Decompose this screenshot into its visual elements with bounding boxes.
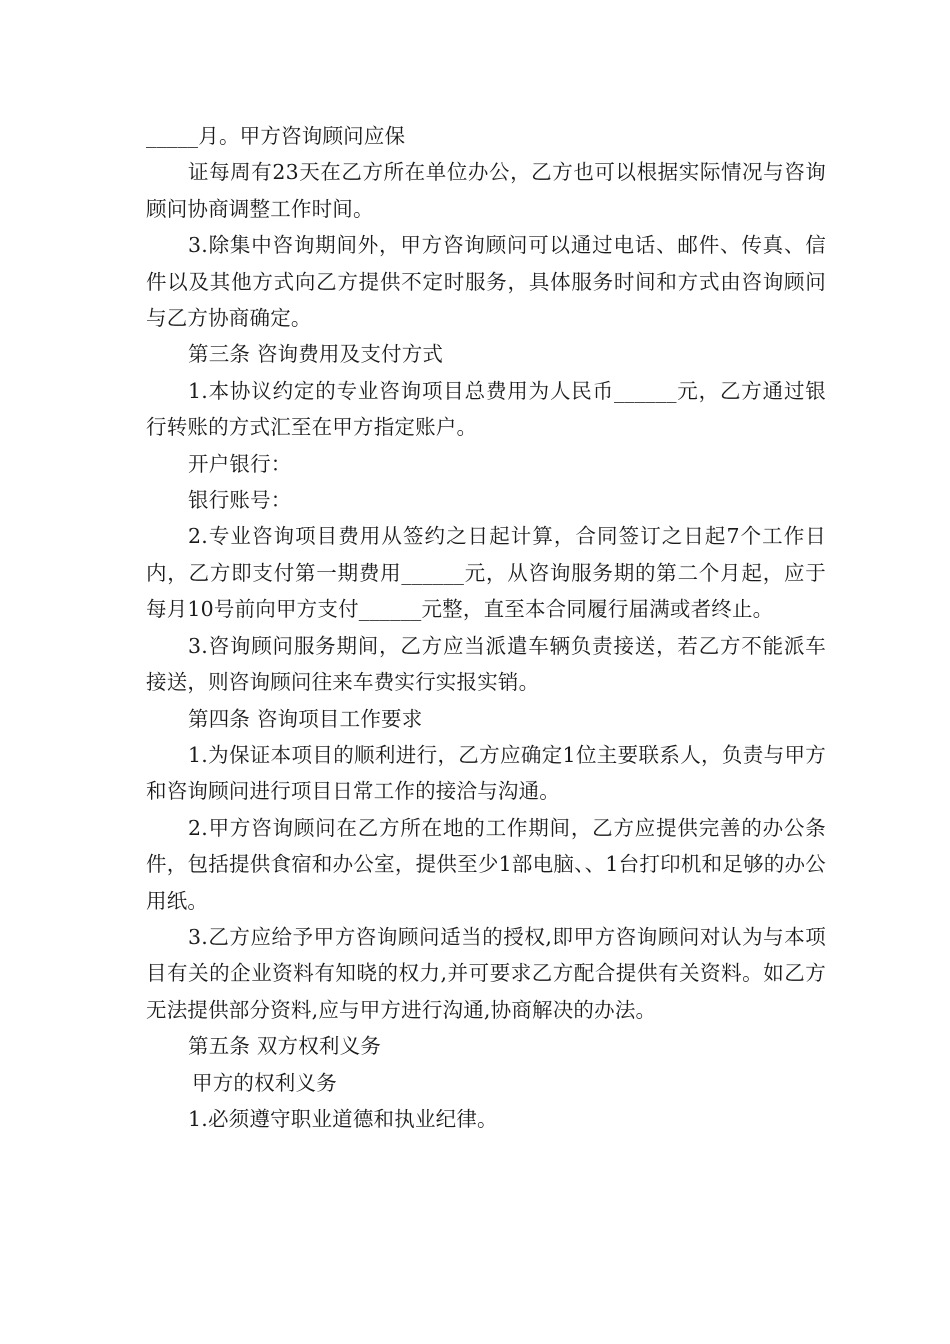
paragraph-ethics: 1.必须遵守职业道德和执业纪律。 [188,1106,498,1131]
paragraph-office-conditions: 2.甲方咨询顾问在乙方所在地的工作期间，乙方应提供完善的办公条件，包括提供食宿和办公室，提供至少1部电脑、、1台打印机和足够的办公用纸。 [146,815,826,913]
article-4-heading: 第四条 咨询项目工作要求 [188,706,423,731]
article-5-heading: 第五条 双方权利义务 [188,1034,382,1059]
paragraph-remote-service: 3.除集中咨询期间外，甲方咨询顾问可以通过电话、邮件、传真、信件以及其他方式向乙方提供不定时服务，具体服务时间和方式由咨询顾问与乙方协商确定。 [146,233,826,331]
paragraph-bank-name: 开户银行： [188,451,292,476]
paragraph-authorization: 3.乙方应给予甲方咨询顾问适当的授权,即甲方咨询顾问对认为与本项目有关的企业资料有知晓的权力,并可要求乙方配合提供有关资料。如乙方无法提供部分资料,应与甲方进行沟通,协商解决的办法。 [146,924,826,1022]
article-3-heading: 第三条 咨询费用及支付方式 [188,342,444,367]
paragraph-contact-person: 1.为保证本项目的顺利进行，乙方应确定1位主要联系人，负责与甲方和咨询顾问进行项目日常工作的接洽与沟通。 [146,742,826,804]
paragraph-bank-account: 银行账号： [188,488,292,513]
paragraph-office-days: 证每周有23天在乙方所在单位办公，乙方也可以根据实际情况与咨询顾问协商调整工作时间。 [146,160,826,221]
paragraph-transport: 3.咨询顾问服务期间，乙方应当派遣车辆负责接送，若乙方不能派车接送，则咨询顾问往来车费实行实报实销。 [146,633,826,695]
party-a-rights-heading: 甲方的权利义务 [192,1070,337,1095]
paragraph-payment-schedule: 2.专业咨询项目费用从签约之日起计算，合同签订之日起7个工作日内，乙方即支付第一期费用______元，从咨询服务期的第二个月起，应于每月10号前向甲方支付______元整，直至本合同履行届满或者终止。 [146,524,826,622]
paragraph-continuation: _____月。甲方咨询顾问应保 [146,124,406,148]
paragraph-total-fee: 1.本协议约定的专业咨询项目总费用为人民币______元，乙方通过银行转账的方式汇至在甲方指定账户。 [146,378,826,440]
document-body [146,118,826,1137]
